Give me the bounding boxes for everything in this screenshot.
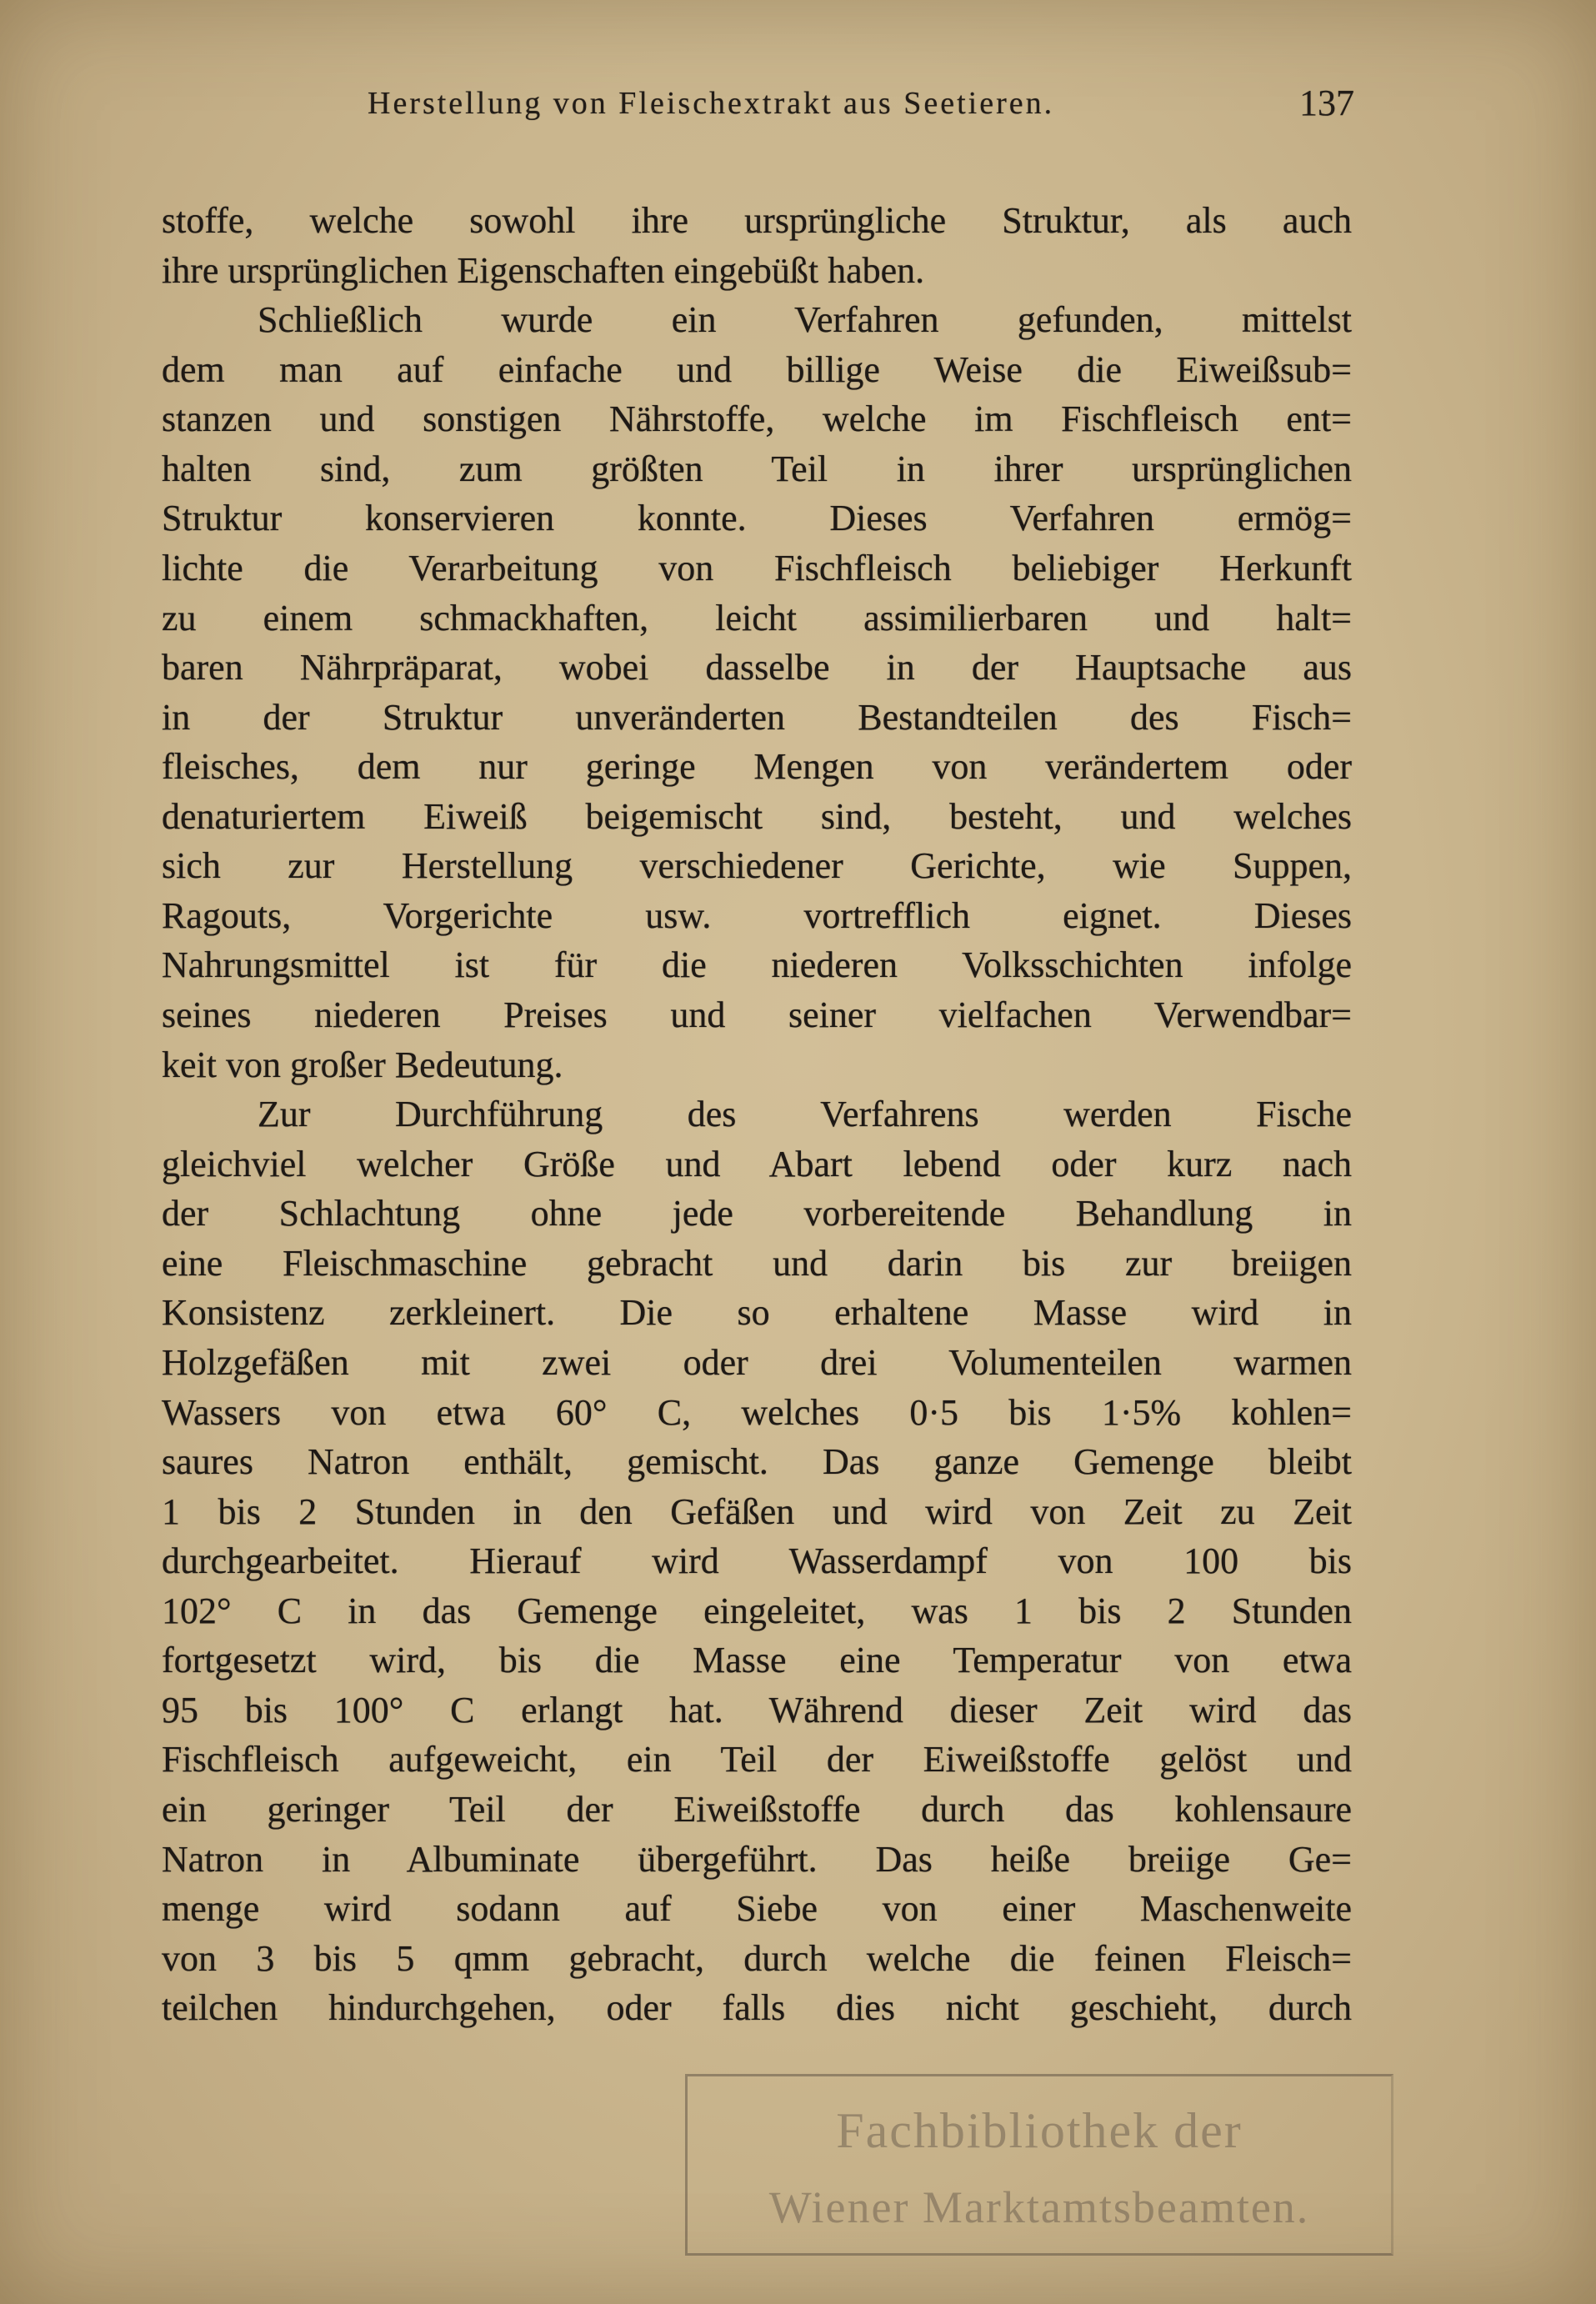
text-line: ein geringer Teil der Eiweißstoffe durch das kohlensaure <box>162 1789 1352 1830</box>
text-line: saures Natron enthält, gemischt. Das ganze Gemenge bleibt <box>162 1441 1352 1483</box>
text-line: denaturiertem Eiweiß beigemischt sind, besteht, und welches <box>162 795 1352 837</box>
text-line: gleichviel welcher Größe und Abart lebend oder kurz nach <box>162 1143 1352 1185</box>
text-line: von 3 bis 5 qmm gebracht, durch welche die feinen Fleisch= <box>162 1937 1352 1979</box>
text-line: eine Fleischmaschine gebracht und darin bis zur breiigen <box>162 1242 1352 1284</box>
text-line: teilchen hindurchgehen, oder falls dies nicht geschieht, durch <box>162 1987 1352 2029</box>
text-line: keit von großer Bedeutung. <box>162 1044 563 1085</box>
text-line: lichte die Verarbeitung von Fischfleisch beliebiger Herkunft <box>162 547 1352 589</box>
text-line: durchgearbeitet. Hierauf wird Wasserdampf von 100 bis <box>162 1540 1352 1582</box>
text-line: 95 bis 100° C erlangt hat. Während dieser Zeit wird das <box>162 1689 1352 1731</box>
running-head: Herstellung von Fleischextrakt aus Seetieren. <box>368 86 1055 121</box>
page-number: 137 <box>1299 83 1354 123</box>
library-stamp <box>685 2074 1393 2256</box>
text-line: Schließlich wurde ein Verfahren gefunden, mittelst <box>258 299 1352 341</box>
text-line: zu einem schmackhaften, leicht assimilierbaren und halt= <box>162 597 1352 639</box>
text-line: Zur Durchführung des Verfahrens werden Fische <box>258 1094 1352 1135</box>
text-line: stoffe, welche sowohl ihre ursprüngliche Struktur, als auch <box>162 200 1352 241</box>
text-line: seines niederen Preises und seiner vielfachen Verwendbar= <box>162 994 1352 1035</box>
text-line: menge wird sodann auf Siebe von einer Maschenweite <box>162 1888 1352 1930</box>
text-line: Fischfleisch aufgeweicht, ein Teil der Eiweißstoffe gelöst und <box>162 1739 1352 1781</box>
text-line: Nahrungsmittel ist für die niederen Volksschichten infolge <box>162 944 1352 986</box>
text-line: fleisches, dem nur geringe Mengen von verändertem oder <box>162 746 1352 788</box>
stamp-line-owner: Wiener Marktamtsbeamten. <box>768 2182 1310 2232</box>
text-line: 1 bis 2 Stunden in den Gefäßen und wird von Zeit zu Zeit <box>162 1490 1352 1532</box>
text-line: baren Nährpräparat, wobei dasselbe in der Hauptsache aus <box>162 647 1352 689</box>
stamp-line-library: Fachbibliothek der <box>836 2103 1243 2158</box>
text-line: ihre ursprünglichen Eigenschaften eingebüßt haben. <box>162 249 925 291</box>
text-line: halten sind, zum größten Teil in ihrer ursprünglichen <box>162 448 1352 489</box>
text-line: Wassers von etwa 60° C, welches 0·5 bis 1·5% kohlen= <box>162 1391 1352 1433</box>
text-line: Struktur konservieren konnte. Dieses Verfahren ermög= <box>162 498 1352 539</box>
text-line: in der Struktur unveränderten Bestandteilen des Fisch= <box>162 696 1352 738</box>
text-line: Konsistenz zerkleinert. Die so erhaltene Masse wird in <box>162 1292 1352 1334</box>
text-line: der Schlachtung ohne jede vorbereitende Behandlung in <box>162 1193 1352 1235</box>
body-text <box>162 196 1352 2033</box>
text-line: 102° C in das Gemenge eingeleitet, was 1 bis 2 Stunden <box>162 1590 1352 1631</box>
text-line: Ragouts, Vorgerichte usw. vortrefflich eignet. Dieses <box>162 894 1352 936</box>
text-line: fortgesetzt wird, bis die Masse eine Temperatur von etwa <box>162 1640 1352 1681</box>
text-line: Natron in Albuminate übergeführt. Das heiße breiige Ge= <box>162 1838 1352 1880</box>
text-line: Holzgefäßen mit zwei oder drei Volumenteilen warmen <box>162 1341 1352 1383</box>
text-line: sich zur Herstellung verschiedener Gerichte, wie Suppen, <box>162 845 1352 887</box>
text-line: dem man auf einfache und billige Weise die Eiweißsub= <box>162 348 1352 390</box>
text-line: stanzen und sonstigen Nährstoffe, welche im Fischfleisch ent= <box>162 398 1352 440</box>
